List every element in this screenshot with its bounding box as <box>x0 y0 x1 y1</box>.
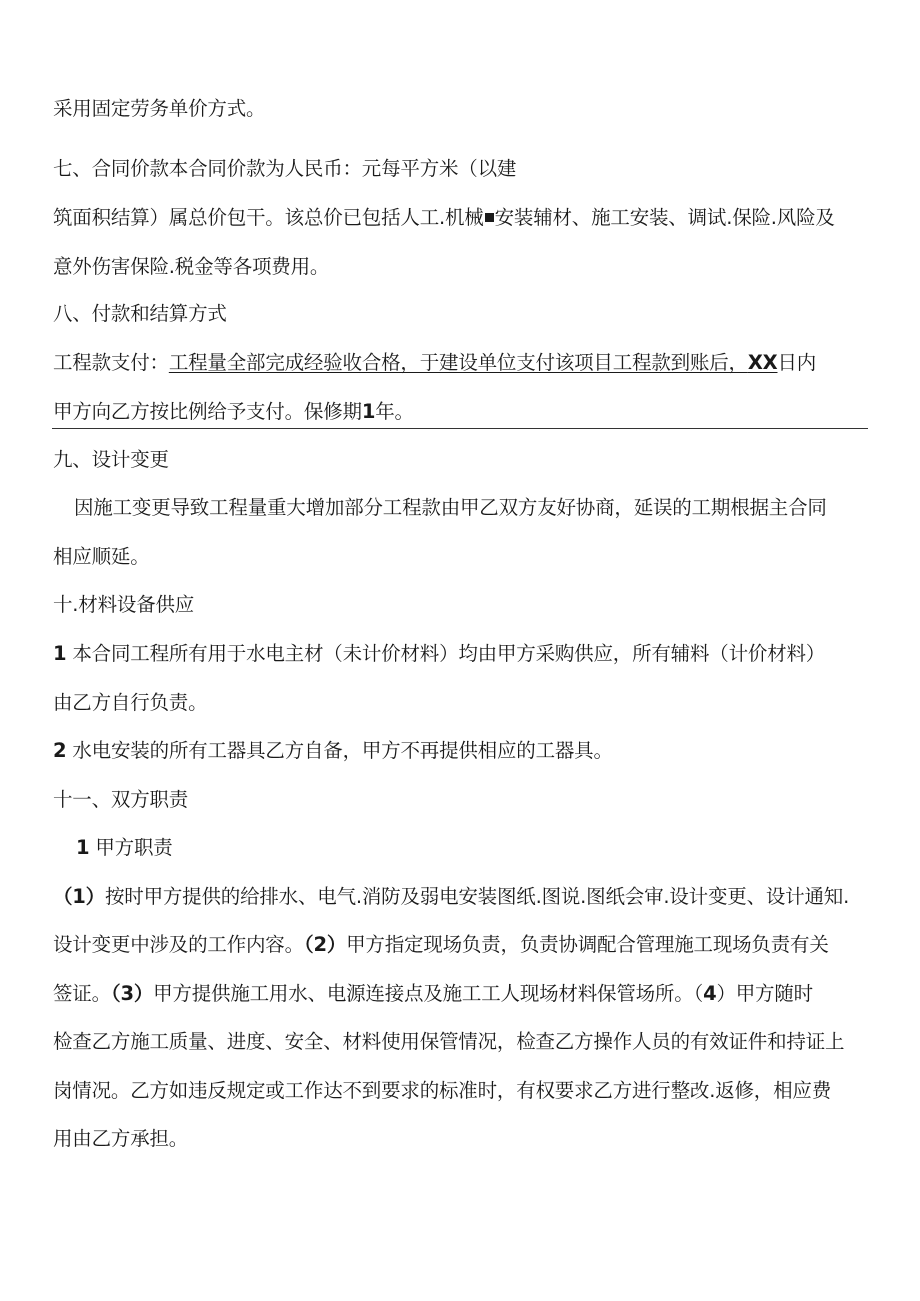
payment-label: 工程款支付： <box>53 351 169 374</box>
paragraph-unit-price: 采用固定劳务单价方式。 <box>53 97 266 120</box>
section-9-line-1: 因施工变更导致工程量重大增加部分工程款由甲乙双方友好协商，延误的工期根据主合同 <box>74 496 827 519</box>
responsibility-line-2 <box>53 931 829 959</box>
item-text: 水电安装的所有工器具乙方自备，甲方不再提供相应的工器具。 <box>72 739 613 762</box>
clause-number: （1） <box>53 885 105 908</box>
item-text: 本合同工程所有用于水电主材（未计价材料）均由甲方采购供应，所有辅料（计价材料） <box>72 642 826 665</box>
clause-text: ）甲方随时 <box>716 982 813 1005</box>
responsibility-line-1 <box>53 883 849 911</box>
responsibility-line-3 <box>53 980 813 1008</box>
subheading-number: 1 <box>76 836 90 859</box>
clause-number: （2） <box>303 933 347 956</box>
item-number: 1 <box>53 642 67 665</box>
horizontal-divider <box>52 428 868 429</box>
section-10-item-1-line-1 <box>53 640 825 668</box>
section-9-heading: 九、设计变更 <box>53 448 169 471</box>
responsibility-line-5: 岗情况。乙方如违反规定或工作达不到要求的标准时，有权要求乙方进行整改.返修，相应费 <box>53 1079 831 1102</box>
payment-condition-text: 工程量全部完成经验收合格，于建设单位支付该项目工程款到账后， <box>168 351 748 374</box>
payment-days-placeholder: XX <box>747 351 778 374</box>
section-11-heading: 十一、双方职责 <box>53 788 189 811</box>
section-10-item-1-line-2: 由乙方自行负责。 <box>53 691 208 714</box>
square-bullet-icon <box>485 213 494 222</box>
section-11-subheading <box>76 834 173 862</box>
warranty-years: 1 <box>361 400 376 423</box>
responsibility-line-6: 用由乙方承担。 <box>53 1127 189 1150</box>
payment-condition-underlined <box>169 351 778 374</box>
responsibility-line-4: 检查乙方施工质量、进度、安全、材料使用保管情况，检查乙方操作人员的有效证件和持证上 <box>53 1030 845 1053</box>
section-8-line-1 <box>53 349 816 377</box>
section-7-line-3: 意外伤害保险.税金等各项费用。 <box>53 255 330 278</box>
section-10-item-2 <box>53 737 613 765</box>
item-number: 2 <box>53 739 67 762</box>
section-9-line-2: 相应顺延。 <box>53 545 150 568</box>
section-8-line-2 <box>53 398 414 426</box>
section-7-line-2 <box>53 204 835 232</box>
clause-text: 设计变更中涉及的工作内容。 <box>53 933 304 956</box>
clause-number: （3） <box>110 982 154 1005</box>
clause-text: 甲方提供施工用水、电源连接点及施工工人现场材料保管场所。（ <box>153 982 704 1005</box>
clause-number: 4 <box>703 982 717 1005</box>
section-7-line-2-part-a: 筑面积结算）属总价包干。该总价已包括人工.机械 <box>53 206 484 229</box>
warranty-text: 甲方向乙方按比例给予支付。保修期 <box>53 400 362 423</box>
subheading-text: 甲方职责 <box>95 836 173 859</box>
section-8-heading: 八、付款和结算方式 <box>53 302 227 325</box>
section-7-heading: 七、合同价款本合同价款为人民币：元每平方米（以建 <box>53 157 517 180</box>
clause-text: 甲方指定现场负责，负责协调配合管理施工现场负责有关 <box>346 933 829 956</box>
section-7-line-2-part-b: 安装辅材、施工安装、调试.保险.风险及 <box>494 206 835 229</box>
section-10-heading: 十.材料设备供应 <box>53 593 195 616</box>
warranty-suffix: 年。 <box>375 400 414 423</box>
clause-text: 签证。 <box>53 982 111 1005</box>
payment-days-suffix: 日内 <box>777 351 817 374</box>
clause-text: 按时甲方提供的给排水、电气.消防及弱电安装图纸.图说.图纸会审.设计变更、设计通知. <box>104 885 850 908</box>
